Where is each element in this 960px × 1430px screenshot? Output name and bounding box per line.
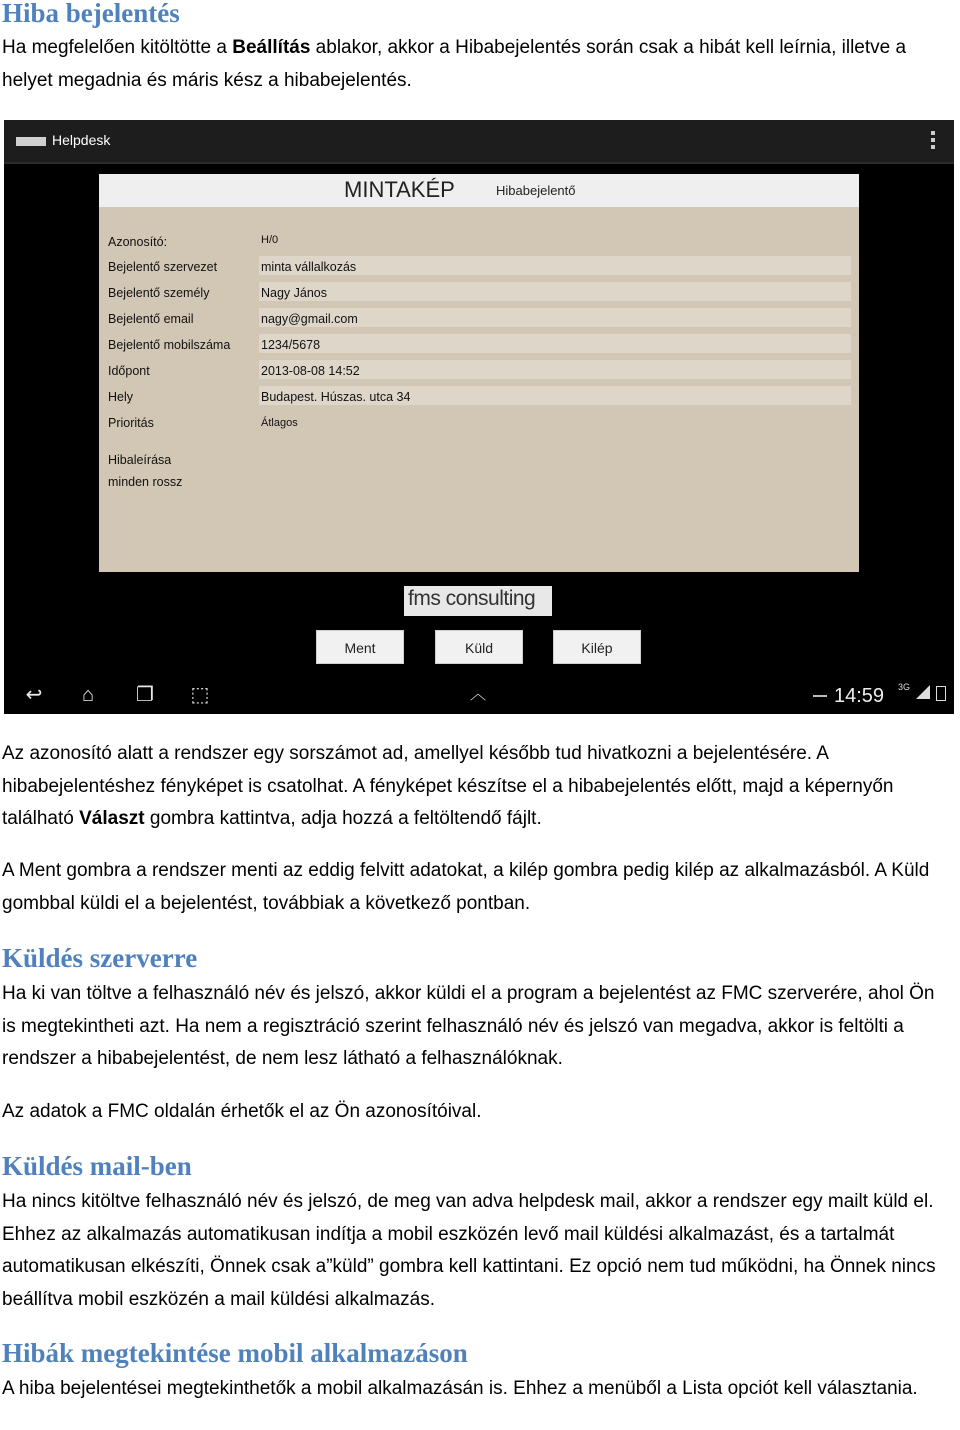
chevron-up-icon[interactable]: ︿ — [469, 686, 486, 703]
app-logo-icon — [16, 137, 46, 146]
email-input[interactable]: nagy@gmail.com — [261, 312, 358, 326]
phone-input-bg[interactable] — [259, 334, 851, 353]
heading-kuldes-szerverre: Küldés szerverre — [2, 943, 198, 973]
org-input[interactable]: minta vállalkozás — [261, 260, 357, 274]
form-subtitle: Hibabejelentő — [496, 183, 576, 198]
form-title: MINTAKÉP — [344, 177, 455, 202]
description-input[interactable]: minden rossz — [108, 475, 183, 489]
paragraph-id-photo: Az azonosító alatt a rendszer egy sorszámot ad, amellyel később tud hivatkozni a bejelentésére. A hibabejelentéshez fényképet is csatolhat. A fényképet készítse el a hibabejelentés előtt, majd a képernyőn található Választ gombra kattintva, adja hozzá a feltöltendő fájlt. — [2, 743, 894, 829]
action-bar — [4, 120, 954, 164]
paragraph-server: Ha ki van töltve a felhasználó név és jelszó, akkor küldi el a program a bejelentést az FMC szerverére, ahol Ön is megtekintheti azt. Ha nem a regisztráció szerint felhasználó név és jelszó van megadva, akkor is feltölti a rendszer a hibabejelentést, de nem lesz látható a felhasználóknak. — [2, 983, 935, 1069]
form-header — [99, 174, 859, 207]
description-label: Hibaleírása — [108, 453, 172, 467]
recent-apps-icon[interactable]: ❐ — [136, 684, 154, 706]
intro-paragraph: Ha megfelelően kitöltötte a Beállítás ablakor, akkor a Hibabejelentés során csak a hibát kell leírnia, illetve a helyet megadnia és máris kész a hibabejelentés. — [2, 37, 907, 91]
person-input-bg[interactable] — [259, 282, 851, 301]
save-button[interactable]: Ment — [316, 630, 404, 664]
exit-button[interactable]: Kilép — [553, 630, 641, 664]
paragraph-mail: Ha nincs kitöltve felhasználó név és jelszó, de meg van adva helpdesk mail, akkor a rendszer egy mailt küld el. Ehhez az alkalmazás automatikusan indítja a mobil eszközén levő mail küldési alkalmazást, és a tartalmát automatikusan elkészíti, Önnek csak a”küld” gombra kell kattintani. Ez opció nem tud működni, ha Önnek nincs beállítva mobil eszközén a mail küldési alkalmazás. — [2, 1191, 936, 1310]
heading-kuldes-mailben: Küldés mail-ben — [2, 1151, 192, 1181]
back-icon[interactable]: ↩ — [25, 684, 43, 706]
app-screenshot — [4, 120, 954, 714]
field-label: Bejelentő szervezet — [108, 260, 218, 274]
system-nav-bar — [4, 678, 954, 714]
id-value: H/0 — [261, 234, 279, 246]
place-input[interactable]: Budapest. Húszas. utca 34 — [261, 390, 411, 404]
send-button[interactable]: Küld — [435, 630, 523, 664]
field-label: Időpont — [108, 364, 150, 378]
battery-icon — [936, 686, 946, 701]
logo-text: fms consulting — [408, 587, 536, 610]
field-label: Hely — [108, 390, 134, 404]
field-label: Prioritás — [108, 416, 154, 430]
paragraph-server-access: Az adatok a FMC oldalán érhetők el az Ön azonosítóival. — [2, 1101, 482, 1122]
heading-hiba-bejelentes: Hiba bejelentés — [2, 0, 180, 28]
paragraph-view: A hiba bejelentései megtekinthetők a mobil alkalmazásán is. Ehhez a menüből a Lista opciót kell választania. — [2, 1378, 918, 1399]
home-icon[interactable]: ⌂ — [81, 684, 95, 706]
heading-hibak-megtekintese: Hibák megtekintése mobil alkalmazáson — [2, 1338, 468, 1368]
app-title: Helpdesk — [52, 132, 111, 148]
phone-input[interactable]: 1234/5678 — [261, 338, 321, 352]
status-clock: 14:59 — [834, 685, 885, 707]
notification-dash-icon — [813, 695, 827, 697]
field-label: Azonosító: — [108, 235, 168, 249]
network-type: 3G — [898, 682, 911, 692]
signal-icon — [916, 685, 930, 699]
time-input[interactable]: 2013-08-08 14:52 — [261, 364, 360, 378]
report-form — [99, 174, 859, 572]
screenshot-icon[interactable]: ⬚ — [190, 684, 210, 706]
overflow-menu-icon[interactable] — [930, 131, 936, 151]
company-logo — [404, 586, 552, 616]
field-label: Bejelentő személy — [108, 286, 210, 300]
person-input[interactable]: Nagy János — [261, 286, 328, 300]
priority-select[interactable]: Átlagos — [261, 417, 298, 429]
field-label: Bejelentő mobilszáma — [108, 338, 231, 352]
field-label: Bejelentő email — [108, 312, 194, 326]
paragraph-buttons: A Ment gombra a rendszer menti az eddig felvitt adatokat, a kilép gombra pedig kilép az alkalmazásból. A Küld gombbal küldi el a bejelentést, továbbiak a következő pontban. — [2, 860, 930, 914]
